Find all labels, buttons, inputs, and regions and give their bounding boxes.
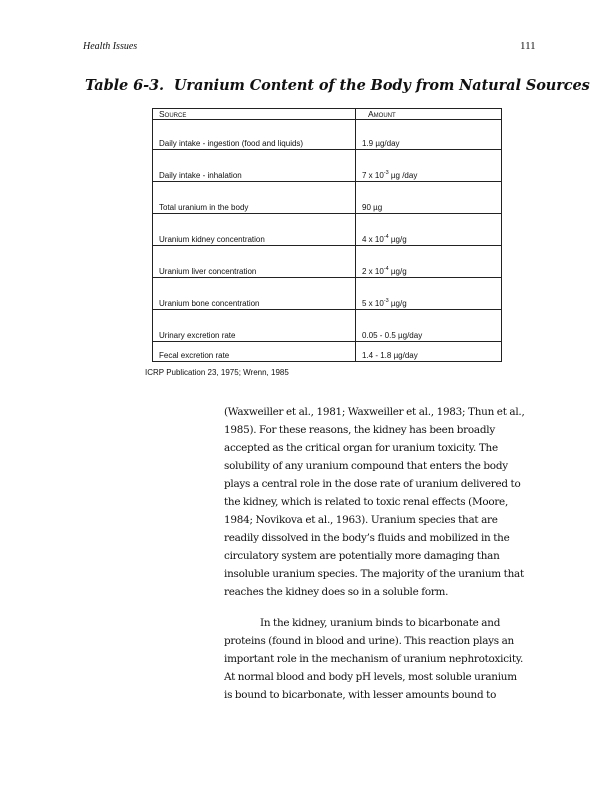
amount-exponent: -4 xyxy=(383,234,389,240)
amount-cell xyxy=(356,246,502,278)
table-row xyxy=(153,120,502,150)
amount-cell xyxy=(356,310,502,342)
amount-unit: µg/g xyxy=(388,235,407,244)
table-row xyxy=(153,214,502,246)
table-row xyxy=(153,150,502,182)
source-cell: Urinary excretion rate xyxy=(153,310,356,342)
table-row xyxy=(153,246,502,278)
column-header-amount: Amount xyxy=(356,109,502,120)
amount-value: 1.9 µg/day xyxy=(362,139,400,148)
amount-value: 5 x 10 xyxy=(362,299,384,308)
text-line: proteins (found in blood and urine). This reaction plays an xyxy=(224,635,514,648)
text-line: insoluble uranium species. The majority of the uranium that xyxy=(224,568,524,581)
amount-value: 90 µg xyxy=(362,203,383,212)
body-paragraph-2 xyxy=(224,614,564,704)
amount-value: 4 x 10 xyxy=(362,235,384,244)
table-header-row xyxy=(153,109,502,120)
text-line: solubility of any uranium compound that enters the body xyxy=(224,460,508,473)
text-line: (Waxweiller et al., 1981; Waxweiller et al., 1983; Thun et al., xyxy=(224,406,525,418)
table-row xyxy=(153,182,502,214)
text-line: circulatory system are potentially more damaging than xyxy=(224,550,500,563)
page-number: 111 xyxy=(520,40,536,52)
amount-value: 2 x 10 xyxy=(362,267,384,276)
text-line: important role in the mechanism of uranium nephrotoxicity. xyxy=(224,653,524,666)
uranium-content-table xyxy=(152,108,502,362)
amount-value: 1.4 - 1.8 µg/day xyxy=(362,351,418,360)
text-line: At normal blood and body pH levels, most soluble uranium xyxy=(224,671,517,684)
amount-cell xyxy=(356,278,502,310)
text-line: the kidney, which is related to toxic renal effects (Moore, xyxy=(224,496,509,509)
table-title: Table 6-3. Uranium Content of the Body from Natural Sources xyxy=(85,77,590,94)
amount-exponent: -4 xyxy=(383,266,389,272)
amount-cell xyxy=(356,342,502,362)
text-line: 1985). For these reasons, the kidney has been broadly xyxy=(224,424,495,437)
amount-exponent: -3 xyxy=(383,298,389,304)
amount-unit: µg/g xyxy=(388,299,407,308)
text-line: plays a central role in the dose rate of uranium delivered to xyxy=(224,478,521,491)
table-row xyxy=(153,310,502,342)
source-cell: Daily intake - inhalation xyxy=(153,150,356,182)
source-cell: Uranium liver concentration xyxy=(153,246,356,278)
source-cell: Uranium bone concentration xyxy=(153,278,356,310)
column-header-source: Source xyxy=(153,109,356,120)
amount-cell xyxy=(356,214,502,246)
amount-exponent: -3 xyxy=(383,170,389,176)
text-line: is bound to bicarbonate, with lesser amounts bound to xyxy=(224,689,497,702)
text-line: readily dissolved in the body’s fluids and mobilized in the xyxy=(224,532,510,545)
amount-cell xyxy=(356,182,502,214)
table-source-note: ICRP Publication 23, 1975; Wrenn, 1985 xyxy=(145,368,289,377)
table-row xyxy=(153,342,502,362)
source-cell: Total uranium in the body xyxy=(153,182,356,214)
running-head: Health Issues xyxy=(83,41,138,52)
amount-value: 0.05 - 0.5 µg/day xyxy=(362,331,423,340)
body-paragraph-1 xyxy=(224,403,564,602)
text-line: accepted as the critical organ for uranium toxicity. The xyxy=(224,442,498,455)
text-line: In the kidney, uranium binds to bicarbonate and xyxy=(260,617,501,629)
amount-unit: µg /day xyxy=(388,171,418,180)
source-cell: Uranium kidney concentration xyxy=(153,214,356,246)
text-line: 1984; Novikova et al., 1963). Uranium species that are xyxy=(224,514,498,527)
amount-unit: µg/g xyxy=(388,267,407,276)
text-line: reaches the kidney does so in a soluble form. xyxy=(224,586,449,599)
source-cell: Fecal excretion rate xyxy=(153,342,356,362)
source-cell: Daily intake - ingestion (food and liquids) xyxy=(153,120,356,150)
amount-cell xyxy=(356,150,502,182)
amount-cell xyxy=(356,120,502,150)
table-row xyxy=(153,278,502,310)
amount-value: 7 x 10 xyxy=(362,171,384,180)
